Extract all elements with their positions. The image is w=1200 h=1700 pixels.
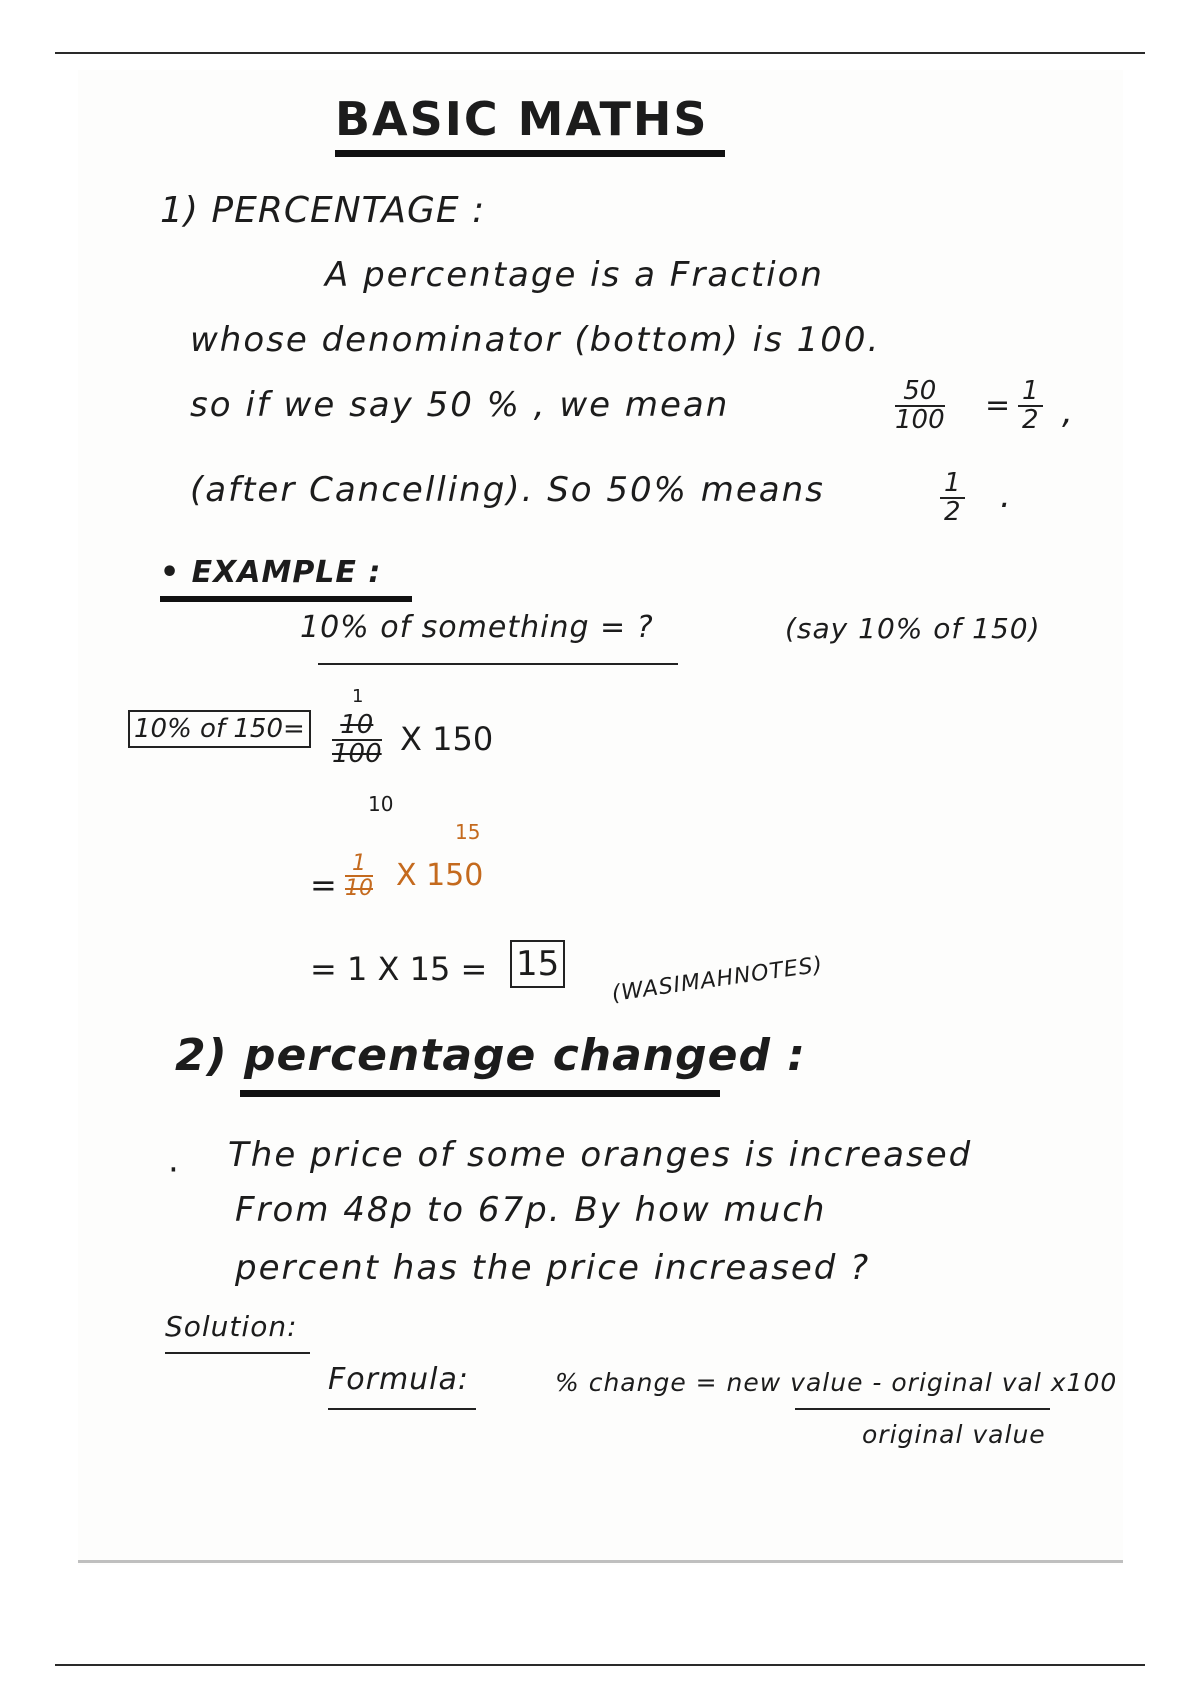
formula-fraction-bar — [795, 1408, 1050, 1410]
step1-fraction — [332, 712, 382, 769]
example-question: 10% of something = ? — [300, 610, 654, 645]
answer-box: 15 — [510, 940, 565, 988]
step3: = 1 X 15 = — [310, 950, 488, 988]
step2-fraction — [345, 852, 373, 900]
question-line2: From 48p to 67p. By how much — [235, 1190, 827, 1230]
section1-line1: A percentage is a Fraction — [325, 255, 824, 295]
step1-rest: X 150 — [400, 720, 494, 758]
solution-underline — [165, 1352, 310, 1354]
example-say: (say 10% of 150) — [785, 612, 1041, 645]
title-underline — [335, 150, 725, 157]
equals-sign: = — [985, 388, 1013, 423]
section1-line3: so if we say 50 % , we mean — [190, 385, 730, 425]
example-heading-text: EXAMPLE : — [191, 555, 382, 590]
formula-numerator: % change = new value - original val x100 — [555, 1368, 1118, 1397]
section1-line2: whose denominator (bottom) is 100. — [190, 320, 881, 360]
cancel-mark-bottom: 10 — [368, 792, 394, 816]
question-line1: The price of some oranges is increased — [228, 1135, 973, 1175]
fraction-denominator: 2 — [944, 497, 961, 528]
bottom-rule — [55, 1664, 1145, 1666]
fraction-1-2 — [1018, 378, 1043, 435]
fraction-half — [940, 470, 965, 527]
fraction-50-100 — [895, 378, 945, 435]
cancel-mark-15: 15 — [455, 820, 481, 844]
section1-line4: (after Cancelling). So 50% means — [190, 470, 825, 510]
example-underline — [160, 596, 412, 602]
section2-heading: 2) percentage changed : — [175, 1030, 806, 1081]
solution-label: Solution: — [165, 1310, 298, 1343]
fraction-numerator: 50 — [895, 378, 945, 407]
section2-underline — [240, 1090, 720, 1097]
comma: , — [1062, 392, 1075, 432]
cancel-mark-top: 1 — [352, 686, 364, 707]
question-bullet: · — [168, 1150, 180, 1190]
example-heading: • EXAMPLE : — [160, 555, 382, 590]
fraction-denominator: 100 — [332, 739, 382, 770]
top-rule — [55, 52, 1145, 54]
example-question-underline — [318, 663, 678, 665]
formula-label-underline — [328, 1408, 476, 1410]
question-line3: percent has the price increased ? — [235, 1248, 871, 1288]
fraction-numerator: 1 — [940, 470, 965, 499]
author-watermark: (WASIMAHNOTES) — [610, 952, 825, 1007]
fraction-numerator: 10 — [332, 712, 382, 741]
fraction-denominator: 100 — [895, 405, 945, 436]
page-bottom-edge — [78, 1560, 1123, 1563]
page-title: BASIC MATHS — [335, 92, 709, 146]
fraction-numerator: 1 — [1018, 378, 1043, 407]
formula-label: Formula: — [328, 1362, 470, 1397]
step2-equals: = — [310, 866, 337, 904]
period: . — [1000, 476, 1013, 516]
step2-rest: X 150 — [396, 858, 484, 893]
fraction-denominator: 10 — [345, 876, 373, 902]
fraction-numerator: 1 — [345, 852, 373, 877]
section1-heading: 1) PERCENTAGE : — [160, 190, 486, 231]
boxed-label: 10% of 150= — [128, 710, 311, 748]
fraction-denominator: 2 — [1022, 405, 1039, 436]
formula-denominator: original value — [862, 1420, 1046, 1449]
